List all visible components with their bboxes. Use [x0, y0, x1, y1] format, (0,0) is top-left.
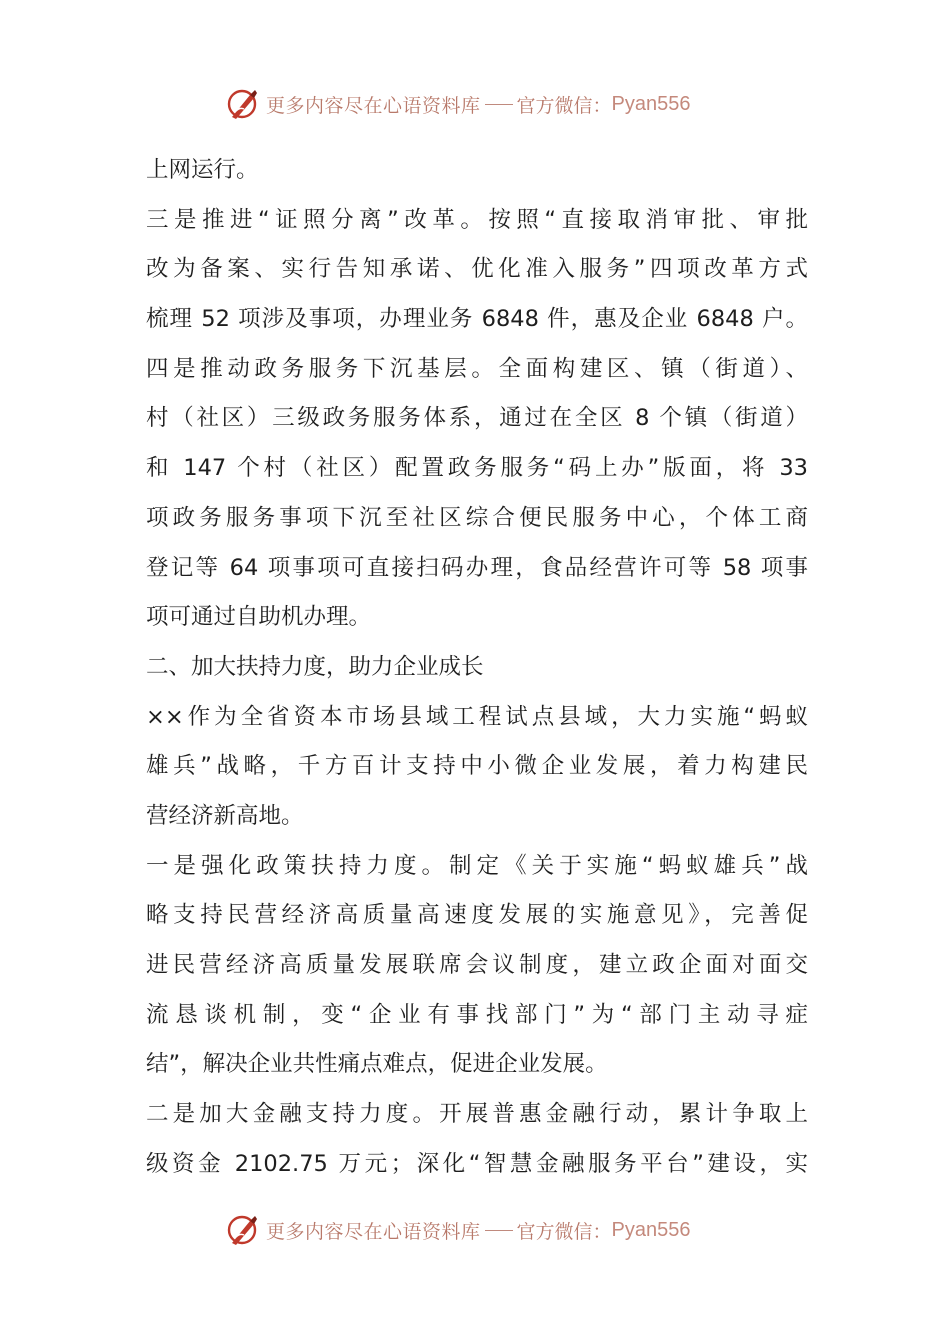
footer-watermark — [226, 1212, 746, 1248]
document-body — [146, 146, 808, 1189]
pen-logo-icon — [226, 87, 260, 121]
section-heading: 二、加大扶持力度，助力企业成长 — [146, 653, 484, 680]
body-line: 流恳谈机制，变“企业有事找部门”为“部门主动寻症 — [146, 1001, 808, 1028]
watermark-wechat-id: Pyan556 — [611, 1218, 691, 1241]
body-line: 四是推动政务服务下沉基层。全面构建区、镇（街道）、 — [146, 355, 808, 382]
pen-logo-icon — [226, 1213, 260, 1247]
body-line: 级资金 2102.75 万元；深化“智慧金融服务平台”建设，实 — [146, 1150, 808, 1177]
body-line: 进民营经济高质量发展联席会议制度，建立政企面对面交 — [146, 952, 808, 978]
body-line: 营经济新高地。 — [146, 802, 304, 829]
body-line: 村（社区）三级政务服务体系，通过在全区 8 个镇（街道） — [146, 405, 808, 432]
watermark-wechat-id: Pyan556 — [611, 92, 691, 115]
body-line: 和 147 个村（社区）配置政务服务“码上办”版面，将 33 — [146, 455, 808, 482]
body-line: 三是推进“证照分离”改革。按照“直接取消审批、审批 — [146, 206, 808, 233]
body-line: 二是加大金融支持力度。开展普惠金融行动，累计争取上 — [146, 1101, 808, 1128]
body-line: 登记等 64 项事项可直接扫码办理，食品经营许可等 58 项事 — [146, 554, 808, 581]
body-line: 上网运行。 — [146, 157, 259, 183]
watermark-dash — [485, 1230, 513, 1231]
body-line: 雄兵”战略，千方百计支持中小微企业发展，着力构建民 — [146, 753, 808, 780]
body-line: 略支持民营经济高质量高速度发展的实施意见》，完善促 — [146, 902, 808, 929]
body-line: 梳理 52 项涉及事项，办理业务 6848 件，惠及企业 6848 户。 — [146, 306, 808, 333]
watermark-wechat-label: 官方微信： — [516, 94, 612, 117]
body-line: 改为备案、实行告知承诺、优化准入服务”四项改革方式 — [146, 256, 808, 283]
header-watermark — [226, 86, 746, 122]
body-line: 结”，解决企业共性痛点难点，促进企业发展。 — [146, 1051, 608, 1078]
watermark-wechat-label: 官方微信： — [516, 1220, 612, 1243]
body-line: 一是强化政策扶持力度。制定《关于实施“蚂蚁雄兵”战 — [146, 852, 808, 879]
body-line: 项可通过自助机办理。 — [146, 604, 372, 631]
watermark-dash — [485, 104, 513, 105]
body-line: 项政务服务事项下沉至社区综合便民服务中心，个体工商 — [146, 504, 808, 531]
body-line: ××作为全省资本市场县域工程试点县域，大力实施“蚂蚁 — [146, 703, 808, 730]
watermark-brand-text: 更多内容尽在心语资料库 — [266, 1220, 481, 1243]
watermark-brand-text: 更多内容尽在心语资料库 — [266, 94, 481, 117]
